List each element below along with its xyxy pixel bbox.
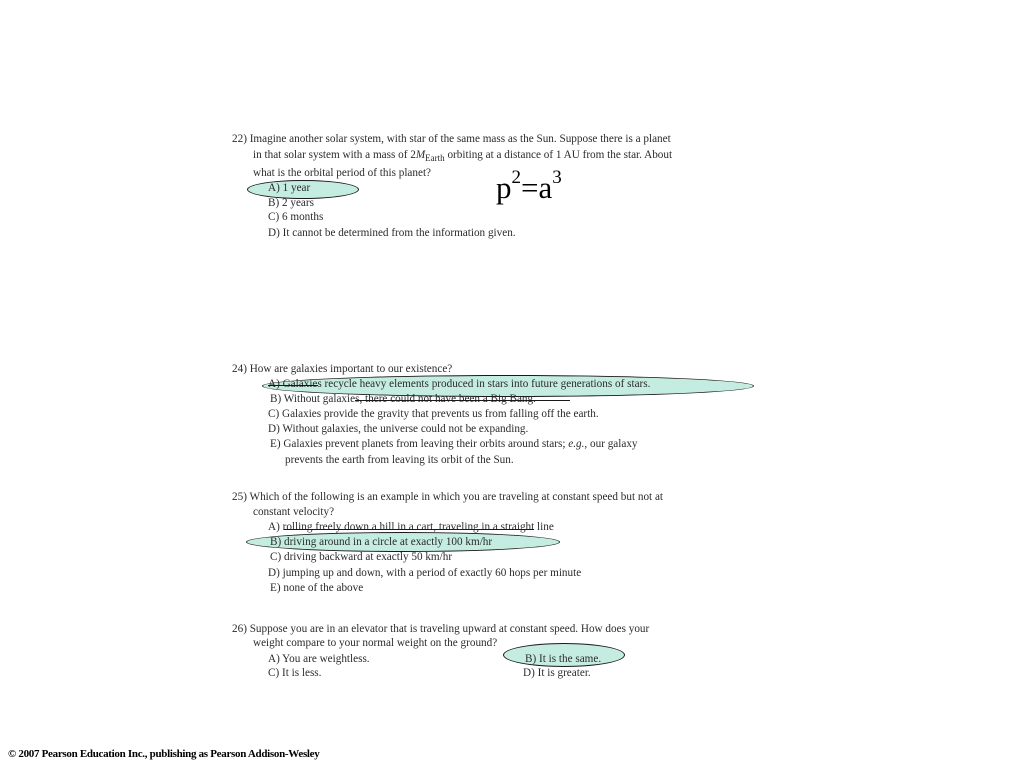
question-22-line-2-pre: in that solar system with a mass of 2 — [253, 149, 416, 161]
formula-exp-3: 3 — [552, 167, 562, 188]
question-24-option-c: C) Galaxies provide the gravity that prevents us from falling off the earth. — [268, 408, 599, 420]
mass-symbol: M — [415, 149, 426, 161]
earth-subscript: Earth — [425, 153, 445, 163]
question-26-option-a: A) You are weightless. — [268, 653, 370, 665]
question-24-option-e-post: , our galaxy — [584, 438, 638, 450]
question-25-option-b: B) driving around in a circle at exactly 100 km/hr — [270, 536, 493, 548]
strike-mark — [268, 385, 318, 386]
question-25-option-c: C) driving backward at exactly 50 km/hr — [270, 551, 453, 563]
question-22-option-c: C) 6 months — [268, 211, 324, 223]
question-24-option-a: A) Galaxies recycle heavy elements produced in stars into future generations of stars. — [268, 378, 651, 390]
question-22-line-2-post: orbiting at a distance of 1 AU from the star. About — [444, 149, 673, 161]
formula-p: p — [496, 170, 512, 205]
eg-abbrev: e.g. — [568, 438, 585, 450]
question-25-option-a: A) rolling freely down a hill in a cart, traveling in a straight line — [268, 521, 554, 533]
question-25-line-2: constant velocity? — [253, 506, 335, 518]
strike-mark — [355, 400, 570, 401]
question-26-option-c: C) It is less. — [268, 667, 322, 679]
question-24-option-e-pre: E) Galaxies prevent planets from leaving their orbits around stars; — [270, 438, 569, 450]
question-24-option-e — [270, 437, 638, 452]
question-22-line-2 — [253, 148, 672, 166]
question-22-option-a: A) 1 year — [268, 182, 311, 194]
question-22-option-d: D) It cannot be determined from the information given. — [268, 227, 516, 239]
question-25-line-1: 25) Which of the following is an example in which you are traveling at constant speed but not at — [232, 491, 664, 503]
question-24-option-e-line-2: prevents the earth from leaving its orbit of the Sun. — [285, 454, 514, 466]
question-26-option-d: D) It is greater. — [523, 667, 591, 679]
question-22-line-3: what is the orbital period of this planet? — [253, 167, 432, 179]
question-26-line-2: weight compare to your normal weight on the ground? — [253, 637, 498, 649]
question-24-line-1: 24) How are galaxies important to our existence? — [232, 363, 453, 375]
strike-mark — [284, 529, 534, 530]
question-22-line-1: 22) Imagine another solar system, with star of the same mass as the Sun. Suppose there is a planet — [232, 133, 671, 145]
formula-exp-2: 2 — [511, 167, 521, 188]
question-26-option-b: B) It is the same. — [525, 653, 602, 665]
formula-eq-a: =a — [521, 170, 553, 205]
question-22-option-b: B) 2 years — [268, 197, 314, 209]
question-26-line-1: 26) Suppose you are in an elevator that is traveling upward at constant speed. How does your — [232, 623, 650, 635]
question-25-option-e: E) none of the above — [270, 582, 364, 594]
copyright-notice: © 2007 Pearson Education Inc., publishing as Pearson Addison-Wesley — [8, 748, 320, 760]
question-24-option-d: D) Without galaxies, the universe could not be expanding. — [268, 423, 529, 435]
question-25-option-d: D) jumping up and down, with a period of exactly 60 hops per minute — [268, 567, 582, 579]
question-24-option-b: B) Without galaxies, there could not have been a Big Bang. — [270, 393, 536, 405]
